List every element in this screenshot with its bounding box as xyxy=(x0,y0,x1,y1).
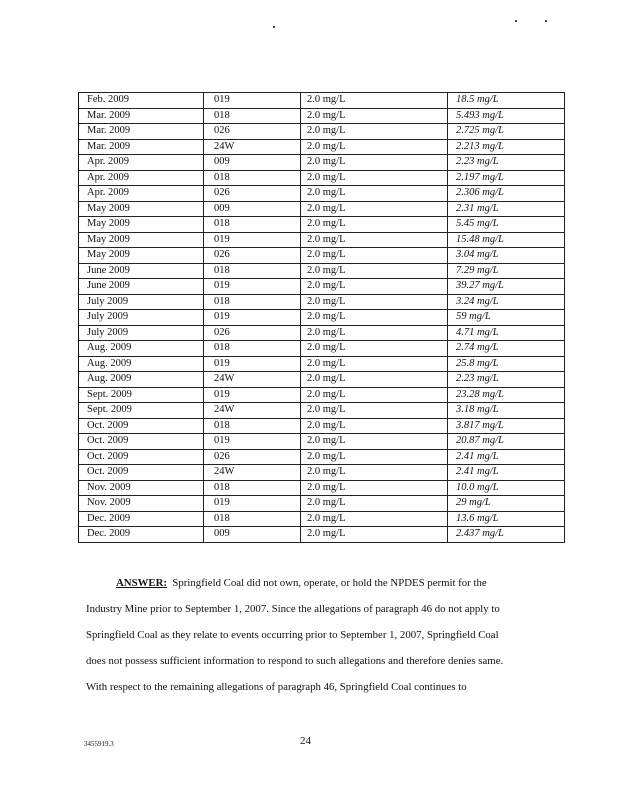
limit-cell: 2.0 mg/L xyxy=(301,93,448,109)
limit-cell: 2.0 mg/L xyxy=(301,387,448,403)
result-cell: 10.0 mg/L xyxy=(448,480,565,496)
limit-cell: 2.0 mg/L xyxy=(301,217,448,233)
result-cell: 2.306 mg/L xyxy=(448,186,565,202)
month-cell: Dec. 2009 xyxy=(79,527,204,543)
limit-cell: 2.0 mg/L xyxy=(301,248,448,264)
table-row xyxy=(79,263,565,279)
outfall-cell: 019 xyxy=(204,232,301,248)
answer-section xyxy=(86,570,526,700)
month-cell: Apr. 2009 xyxy=(79,155,204,171)
limit-cell: 2.0 mg/L xyxy=(301,139,448,155)
limit-cell: 2.0 mg/L xyxy=(301,201,448,217)
result-cell: 5.493 mg/L xyxy=(448,108,565,124)
limit-cell: 2.0 mg/L xyxy=(301,418,448,434)
result-cell: 2.197 mg/L xyxy=(448,170,565,186)
limit-cell: 2.0 mg/L xyxy=(301,279,448,295)
result-cell: 23.28 mg/L xyxy=(448,387,565,403)
month-cell: July 2009 xyxy=(79,310,204,326)
outfall-cell: 019 xyxy=(204,496,301,512)
outfall-cell: 026 xyxy=(204,449,301,465)
table-row xyxy=(79,170,565,186)
scan-speck xyxy=(515,20,517,22)
outfall-cell: 018 xyxy=(204,418,301,434)
month-cell: May 2009 xyxy=(79,217,204,233)
limit-cell: 2.0 mg/L xyxy=(301,263,448,279)
table-row xyxy=(79,449,565,465)
month-cell: May 2009 xyxy=(79,248,204,264)
document-id: 3455919.3 xyxy=(84,740,114,748)
result-cell: 2.23 mg/L xyxy=(448,155,565,171)
month-cell: Aug. 2009 xyxy=(79,356,204,372)
result-cell: 7.29 mg/L xyxy=(448,263,565,279)
month-cell: Feb. 2009 xyxy=(79,93,204,109)
result-cell: 2.41 mg/L xyxy=(448,465,565,481)
result-cell: 39.27 mg/L xyxy=(448,279,565,295)
result-cell: 20.87 mg/L xyxy=(448,434,565,450)
month-cell: May 2009 xyxy=(79,232,204,248)
month-cell: Oct. 2009 xyxy=(79,449,204,465)
outfall-cell: 018 xyxy=(204,511,301,527)
limit-cell: 2.0 mg/L xyxy=(301,186,448,202)
result-cell: 29 mg/L xyxy=(448,496,565,512)
result-cell: 25.8 mg/L xyxy=(448,356,565,372)
limit-cell: 2.0 mg/L xyxy=(301,124,448,140)
month-cell: Aug. 2009 xyxy=(79,341,204,357)
answer-text: Springfield Coal did not own, operate, or hold the NPDES permit for the xyxy=(172,577,487,589)
table-row xyxy=(79,511,565,527)
limit-cell: 2.0 mg/L xyxy=(301,527,448,543)
outfall-cell: 018 xyxy=(204,108,301,124)
table-row xyxy=(79,341,565,357)
limit-cell: 2.0 mg/L xyxy=(301,232,448,248)
answer-line-2: Industry Mine prior to September 1, 2007. Since the allegations of paragraph 46 do not apply to xyxy=(86,603,500,615)
result-cell: 5.45 mg/L xyxy=(448,217,565,233)
outfall-cell: 019 xyxy=(204,434,301,450)
table-row xyxy=(79,248,565,264)
month-cell: Dec. 2009 xyxy=(79,511,204,527)
limit-cell: 2.0 mg/L xyxy=(301,511,448,527)
table-row xyxy=(79,124,565,140)
result-cell: 59 mg/L xyxy=(448,310,565,326)
result-cell: 2.437 mg/L xyxy=(448,527,565,543)
table-row xyxy=(79,325,565,341)
month-cell: Nov. 2009 xyxy=(79,480,204,496)
table-row xyxy=(79,465,565,481)
answer-label: ANSWER: xyxy=(116,577,167,589)
answer-line-1 xyxy=(86,570,526,596)
result-cell: 3.18 mg/L xyxy=(448,403,565,419)
outfall-cell: 019 xyxy=(204,387,301,403)
answer-line-4: does not possess sufficient information to respond to such allegations and therefore denies same. xyxy=(86,655,504,667)
month-cell: Sept. 2009 xyxy=(79,403,204,419)
month-cell: Oct. 2009 xyxy=(79,434,204,450)
table-row xyxy=(79,527,565,543)
result-cell: 13.6 mg/L xyxy=(448,511,565,527)
table-row xyxy=(79,155,565,171)
outfall-cell: 24W xyxy=(204,139,301,155)
limit-cell: 2.0 mg/L xyxy=(301,108,448,124)
page-number: 24 xyxy=(300,735,311,747)
result-cell: 2.725 mg/L xyxy=(448,124,565,140)
result-cell: 4.71 mg/L xyxy=(448,325,565,341)
table-row xyxy=(79,217,565,233)
outfall-cell: 019 xyxy=(204,310,301,326)
month-cell: Mar. 2009 xyxy=(79,124,204,140)
limit-cell: 2.0 mg/L xyxy=(301,434,448,450)
month-cell: Mar. 2009 xyxy=(79,108,204,124)
outfall-cell: 018 xyxy=(204,217,301,233)
outfall-cell: 019 xyxy=(204,93,301,109)
outfall-cell: 026 xyxy=(204,325,301,341)
limit-cell: 2.0 mg/L xyxy=(301,449,448,465)
scan-speck xyxy=(273,26,275,28)
month-cell: Aug. 2009 xyxy=(79,372,204,388)
limit-cell: 2.0 mg/L xyxy=(301,170,448,186)
outfall-cell: 018 xyxy=(204,341,301,357)
result-cell: 3.04 mg/L xyxy=(448,248,565,264)
table-row xyxy=(79,108,565,124)
limit-cell: 2.0 mg/L xyxy=(301,341,448,357)
outfall-cell: 026 xyxy=(204,124,301,140)
month-cell: June 2009 xyxy=(79,279,204,295)
month-cell: Mar. 2009 xyxy=(79,139,204,155)
result-cell: 18.5 mg/L xyxy=(448,93,565,109)
limit-cell: 2.0 mg/L xyxy=(301,356,448,372)
month-cell: July 2009 xyxy=(79,294,204,310)
table-row xyxy=(79,232,565,248)
table-row xyxy=(79,310,565,326)
outfall-cell: 019 xyxy=(204,279,301,295)
answer-line-5: With respect to the remaining allegations of paragraph 46, Springfield Coal continues to xyxy=(86,681,467,693)
result-cell: 2.74 mg/L xyxy=(448,341,565,357)
outfall-cell: 24W xyxy=(204,372,301,388)
table-row xyxy=(79,418,565,434)
month-cell: Apr. 2009 xyxy=(79,186,204,202)
month-cell: June 2009 xyxy=(79,263,204,279)
outfall-cell: 018 xyxy=(204,294,301,310)
answer-line-3: Springfield Coal as they relate to events occurring prior to September 1, 2007, Springfield Coal xyxy=(86,629,499,641)
table-row xyxy=(79,434,565,450)
limit-cell: 2.0 mg/L xyxy=(301,403,448,419)
month-cell: Sept. 2009 xyxy=(79,387,204,403)
limit-cell: 2.0 mg/L xyxy=(301,325,448,341)
outfall-cell: 018 xyxy=(204,170,301,186)
limit-cell: 2.0 mg/L xyxy=(301,496,448,512)
outfall-cell: 009 xyxy=(204,201,301,217)
table-row xyxy=(79,186,565,202)
outfall-cell: 009 xyxy=(204,155,301,171)
result-cell: 2.41 mg/L xyxy=(448,449,565,465)
table-row xyxy=(79,294,565,310)
outfall-cell: 009 xyxy=(204,527,301,543)
month-cell: Oct. 2009 xyxy=(79,418,204,434)
result-cell: 15.48 mg/L xyxy=(448,232,565,248)
month-cell: Oct. 2009 xyxy=(79,465,204,481)
table-row xyxy=(79,372,565,388)
limit-cell: 2.0 mg/L xyxy=(301,155,448,171)
limit-cell: 2.0 mg/L xyxy=(301,310,448,326)
month-cell: Apr. 2009 xyxy=(79,170,204,186)
table-row xyxy=(79,480,565,496)
scan-speck xyxy=(545,20,547,22)
table-row xyxy=(79,387,565,403)
outfall-cell: 24W xyxy=(204,403,301,419)
result-cell: 2.31 mg/L xyxy=(448,201,565,217)
limit-cell: 2.0 mg/L xyxy=(301,372,448,388)
table-row xyxy=(79,496,565,512)
outfall-cell: 018 xyxy=(204,263,301,279)
limit-cell: 2.0 mg/L xyxy=(301,480,448,496)
month-cell: July 2009 xyxy=(79,325,204,341)
outfall-cell: 018 xyxy=(204,480,301,496)
exceedance-table xyxy=(78,92,565,543)
result-cell: 3.24 mg/L xyxy=(448,294,565,310)
outfall-cell: 019 xyxy=(204,356,301,372)
table-row xyxy=(79,201,565,217)
table-row xyxy=(79,139,565,155)
month-cell: May 2009 xyxy=(79,201,204,217)
result-cell: 2.23 mg/L xyxy=(448,372,565,388)
outfall-cell: 026 xyxy=(204,186,301,202)
outfall-cell: 026 xyxy=(204,248,301,264)
table-row xyxy=(79,93,565,109)
result-cell: 3.817 mg/L xyxy=(448,418,565,434)
outfall-cell: 24W xyxy=(204,465,301,481)
limit-cell: 2.0 mg/L xyxy=(301,294,448,310)
table-row xyxy=(79,403,565,419)
table-row xyxy=(79,279,565,295)
table-row xyxy=(79,356,565,372)
result-cell: 2.213 mg/L xyxy=(448,139,565,155)
month-cell: Nov. 2009 xyxy=(79,496,204,512)
limit-cell: 2.0 mg/L xyxy=(301,465,448,481)
